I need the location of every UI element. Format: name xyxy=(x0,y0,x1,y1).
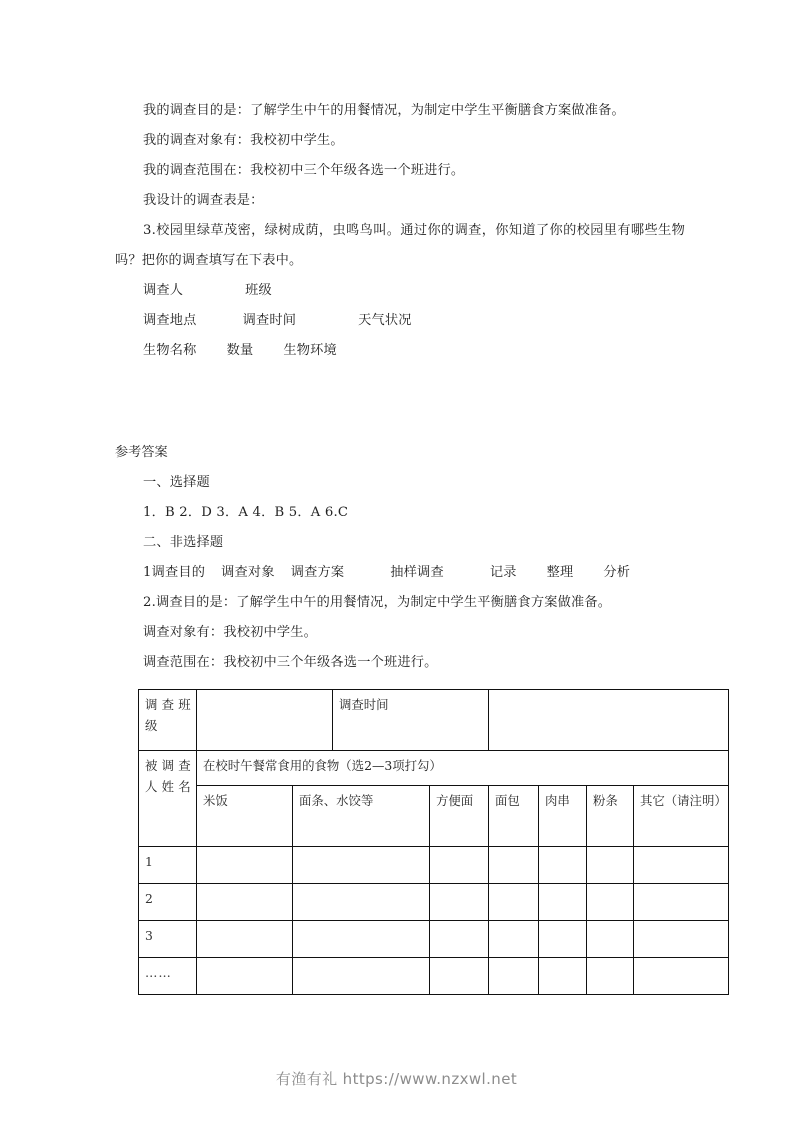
survey-table xyxy=(138,689,729,995)
question-3: 3.校园里绿草茂密，绿树成荫，虫鸣鸟叫。通过你的调查，你知道了你的校园里有哪些生物吗？把你的调查填写在下表中。 xyxy=(115,223,685,268)
paragraph-survey-purpose: 我的调查目的是：了解学生中午的用餐情况，为制定中学生平衡膳食方案做准备。 xyxy=(143,103,625,118)
answers-item-2-scope: 调查范围在：我校初中三个年级各选一个班进行。 xyxy=(143,655,438,670)
survey-table-container xyxy=(138,689,727,995)
fill-in-item-2: 调查对象 xyxy=(221,565,275,580)
cell-value-meat-skewer[interactable] xyxy=(539,958,587,995)
cell-value-bread[interactable] xyxy=(489,847,539,884)
table-row xyxy=(139,884,729,921)
cell-value-meat-skewer[interactable] xyxy=(539,921,587,958)
table-row xyxy=(139,921,729,958)
cell-food-instant-noodles: 方便面 xyxy=(430,786,489,847)
answers-heading: 参考答案 xyxy=(115,445,168,460)
cell-time-label: 调查时间 xyxy=(333,690,489,751)
table-row-food-headers xyxy=(139,786,729,847)
field-line-3 xyxy=(115,336,685,366)
cell-value-instant-noodles[interactable] xyxy=(430,921,489,958)
cell-food-other: 其它（请注明） xyxy=(634,786,729,847)
field-surveyor-label: 调查人 xyxy=(143,283,184,298)
table-row xyxy=(139,958,729,995)
cell-time-value[interactable] xyxy=(489,690,729,751)
fill-in-item-7: 分析 xyxy=(603,565,631,580)
field-weather-label: 天气状况 xyxy=(358,313,412,328)
field-line-2 xyxy=(115,306,685,336)
field-environment-label: 生物环境 xyxy=(283,343,337,358)
paragraph-survey-subjects: 我的调查对象有：我校初中学生。 xyxy=(143,133,344,148)
cell-row-number: 2 xyxy=(139,884,197,921)
answers-choice-line: 1．B 2．D 3．A 4．B 5．A 6.C xyxy=(143,505,349,520)
fill-in-item-5: 记录 xyxy=(489,565,517,580)
field-organism-name-label: 生物名称 xyxy=(143,343,197,358)
cell-value-meat-skewer[interactable] xyxy=(539,847,587,884)
fill-in-number: 1 xyxy=(143,565,152,580)
cell-food-bread: 面包 xyxy=(489,786,539,847)
cell-class-label: 调查班级 xyxy=(139,690,197,751)
answers-section-2-title: 二、非选择题 xyxy=(143,535,224,550)
cell-value-instant-noodles[interactable] xyxy=(430,884,489,921)
cell-value-noodles[interactable] xyxy=(293,958,430,995)
cell-value-noodles[interactable] xyxy=(293,847,430,884)
cell-food-vermicelli: 粉条 xyxy=(587,786,634,847)
field-class-label: 班级 xyxy=(245,283,272,298)
cell-value-other[interactable] xyxy=(634,884,729,921)
fill-in-item-4: 抽样调查 xyxy=(390,565,444,580)
cell-value-vermicelli[interactable] xyxy=(587,958,634,995)
answers-fill-in-line xyxy=(115,558,685,588)
cell-respondent-label: 被调查人姓名 xyxy=(139,751,197,847)
cell-row-number: …… xyxy=(139,958,197,995)
cell-value-rice[interactable] xyxy=(197,884,293,921)
cell-value-other[interactable] xyxy=(634,921,729,958)
field-quantity-label: 数量 xyxy=(226,343,254,358)
fill-in-item-1: 调查目的 xyxy=(151,565,206,580)
cell-class-value[interactable] xyxy=(197,690,333,751)
fill-in-item-6: 整理 xyxy=(546,565,574,580)
cell-row-number: 1 xyxy=(139,847,197,884)
cell-value-noodles[interactable] xyxy=(293,884,430,921)
paragraph-survey-scope: 我的调查范围在：我校初中三个年级各选一个班进行。 xyxy=(143,163,465,178)
cell-foods-title: 在校时午餐常食用的食物（选2—3项打勾） xyxy=(197,751,729,786)
cell-value-other[interactable] xyxy=(634,958,729,995)
cell-value-rice[interactable] xyxy=(197,958,293,995)
cell-food-rice: 米饭 xyxy=(197,786,293,847)
cell-food-meat-skewer: 肉串 xyxy=(539,786,587,847)
cell-value-bread[interactable] xyxy=(489,884,539,921)
cell-row-number: 3 xyxy=(139,921,197,958)
field-line-1 xyxy=(115,276,685,306)
cell-value-vermicelli[interactable] xyxy=(587,847,634,884)
cell-value-instant-noodles[interactable] xyxy=(430,958,489,995)
cell-value-noodles[interactable] xyxy=(293,921,430,958)
cell-value-other[interactable] xyxy=(634,847,729,884)
cell-value-bread[interactable] xyxy=(489,921,539,958)
document-body xyxy=(115,96,685,678)
field-location-label: 调查地点 xyxy=(143,313,197,328)
footer-watermark: 有渔有礼 https://www.nzxwl.net xyxy=(275,1070,518,1088)
cell-value-vermicelli[interactable] xyxy=(587,884,634,921)
table-row-foods-title xyxy=(139,751,729,786)
cell-value-vermicelli[interactable] xyxy=(587,921,634,958)
field-time-label: 调查时间 xyxy=(242,313,297,328)
cell-food-noodles: 面条、水饺等 xyxy=(293,786,430,847)
answers-section-1-title: 一、选择题 xyxy=(143,475,210,490)
table-row-class-time xyxy=(139,690,729,751)
cell-value-rice[interactable] xyxy=(197,921,293,958)
cell-value-bread[interactable] xyxy=(489,958,539,995)
section-spacer xyxy=(115,366,685,438)
table-row xyxy=(139,847,729,884)
cell-value-meat-skewer[interactable] xyxy=(539,884,587,921)
cell-value-rice[interactable] xyxy=(197,847,293,884)
cell-value-instant-noodles[interactable] xyxy=(430,847,489,884)
fill-in-item-3: 调查方案 xyxy=(290,565,345,580)
paragraph-survey-form: 我设计的调查表是： xyxy=(143,193,264,208)
answers-item-2-subjects: 调查对象有：我校初中学生。 xyxy=(143,625,318,640)
answers-item-2-purpose: 2.调查目的是：了解学生中午的用餐情况，为制定中学生平衡膳食方案做准备。 xyxy=(143,595,612,610)
